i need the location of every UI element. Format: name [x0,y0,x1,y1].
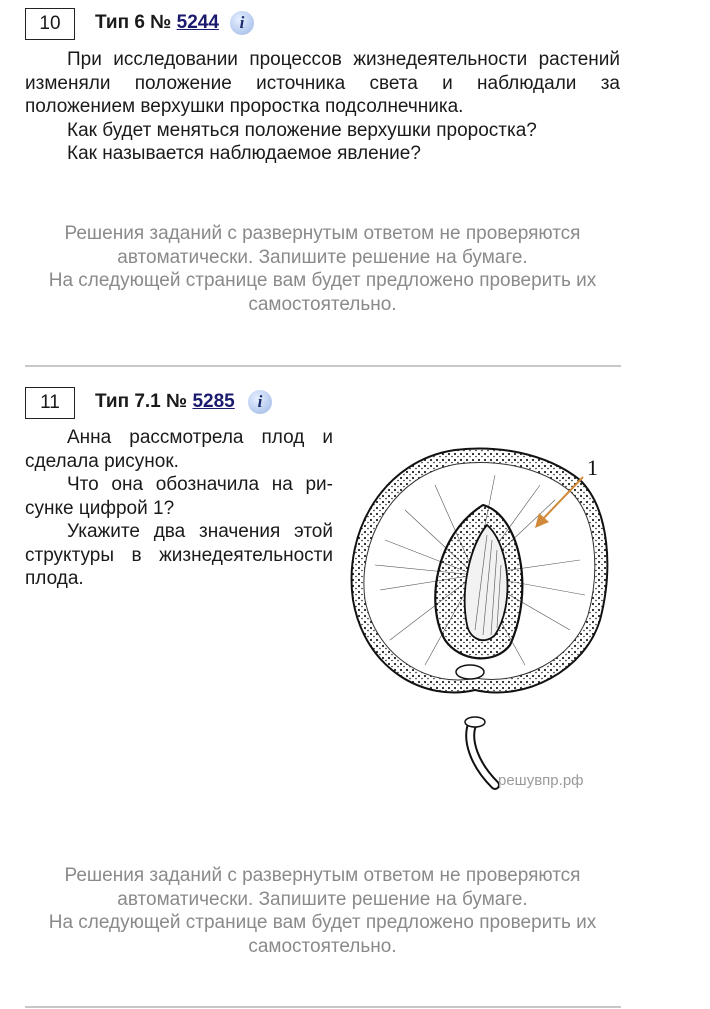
task-paragraph: Анна рассмотрела плод и сделала рисунок. [25,427,333,472]
task-number-box: 11 [25,387,75,419]
task-type-prefix: Тип 7.1 № [95,391,193,412]
task-type-prefix: Тип 6 № [95,12,177,33]
info-icon[interactable]: i [248,390,272,414]
figure-label-1: 1 [587,455,598,480]
manual-check-note [25,864,620,958]
task-id-link[interactable]: 5285 [192,391,235,412]
task-paragraph: Как называется наблюдаемое явление? [67,143,421,164]
task-10-text [25,48,620,166]
task-10-header [25,8,625,42]
task-11-text [25,426,333,591]
task-paragraph: При исследовании процессов жизнедеятельности растений изменяли положение источника света и наблюдали за положением верхушки проростка подсолнечника. [25,49,620,117]
info-icon[interactable]: i [230,11,254,35]
divider [25,365,621,367]
watermark: решувпр.рф [498,772,584,789]
task-type-label [95,391,235,413]
task-number-box: 10 [25,8,75,40]
fruit-illustration [345,440,615,800]
note-line: На следующей странице вам будет предложено проверить их самостоятельно. [48,912,597,957]
note-line: На следующей странице вам будет предложено проверить их самостоятельно. [48,270,597,315]
note-line: Решения заданий с развернутым ответом не проверяются автоматически. Запишите решение на бумаге. [64,865,581,910]
task-11-header [25,387,625,421]
task-type-label [95,12,219,34]
fruit-base [456,665,484,679]
task-id-link[interactable]: 5244 [176,12,219,33]
fruit-cross-section-drawing [345,440,615,800]
task-paragraph: Что она обозначила на рисунке цифрой 1? [25,474,333,519]
task-paragraph: Укажите два значения этой структуры в жизнедеятельности плода. [25,521,333,589]
note-line: Решения заданий с развернутым ответом не проверяются автоматически. Запишите решение на бумаге. [64,223,581,268]
divider [25,1006,621,1008]
task-paragraph: Как будет меняться положение верхушки проростка? [67,119,537,141]
manual-check-note [25,222,620,316]
